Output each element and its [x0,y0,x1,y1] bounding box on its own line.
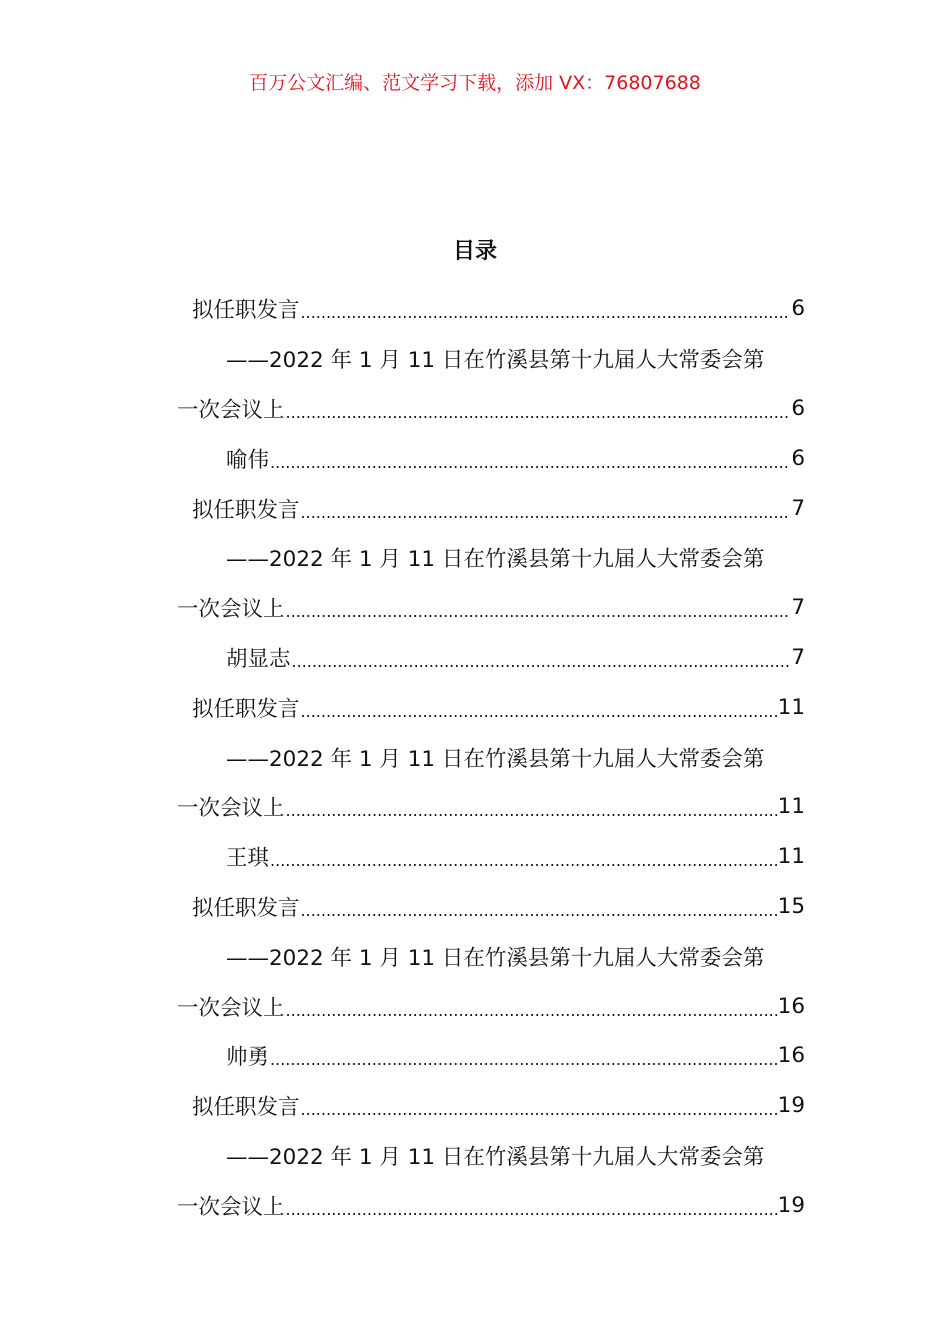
toc-entry-text: ——2022 年 1 月 11 日在竹溪县第十九届人大常委会第 [226,1144,765,1170]
toc-entry[interactable] [177,981,805,1031]
toc-entry-text: 喻伟 [226,447,270,473]
toc-page-number: 11 [777,794,805,820]
dot-leader [270,1046,777,1071]
dot-leader [270,847,777,872]
dot-leader [301,1096,777,1121]
toc-entry-text: ——2022 年 1 月 11 日在竹溪县第十九届人大常委会第 [226,348,765,374]
toc-page-number: 7 [791,595,805,621]
toc-entry[interactable] [177,433,805,483]
toc-page-number: 7 [791,495,805,521]
dot-leader [286,797,777,822]
toc-entry[interactable] [177,384,805,434]
toc-entry-text: ——2022 年 1 月 11 日在竹溪县第十九届人大常委会第 [226,746,765,772]
toc-entry[interactable] [177,633,805,683]
toc-page-number: 11 [777,694,805,720]
dot-leader [286,997,777,1022]
toc-entry[interactable] [177,583,805,633]
toc-page-number: 16 [777,993,805,1019]
dot-leader [286,399,791,424]
toc-entry-text: 一次会议上 [177,796,285,822]
toc-entry-text: 帅勇 [226,1045,270,1071]
toc-entry[interactable] [177,284,805,334]
dot-leader [286,598,791,623]
toc-page-number: 7 [791,644,805,670]
dot-leader [301,299,791,324]
toc-page-number: 6 [791,395,805,421]
toc-entry-text: 拟任职发言 [192,1095,300,1121]
dot-leader [286,1196,777,1221]
toc-entry[interactable] [177,732,805,782]
toc-entry[interactable] [177,483,805,533]
toc-entry[interactable] [177,1131,805,1181]
toc-page-number: 11 [777,844,805,870]
toc-entry-text: 一次会议上 [177,995,285,1021]
toc-entry-text: 拟任职发言 [192,497,300,523]
toc-page-number: 6 [791,445,805,471]
dot-leader [301,499,791,524]
dot-leader [301,698,777,723]
toc-page-number: 19 [777,1192,805,1218]
toc-entry-text: ——2022 年 1 月 11 日在竹溪县第十九届人大常委会第 [226,547,765,573]
toc-title: 目录 [452,239,497,264]
table-of-contents [177,284,805,1230]
toc-entry[interactable] [177,1081,805,1131]
toc-entry[interactable] [177,1031,805,1081]
toc-entry-text: 一次会议上 [177,597,285,623]
toc-entry-text: 一次会议上 [177,397,285,423]
toc-entry[interactable] [177,882,805,932]
toc-entry[interactable] [177,931,805,981]
toc-entry[interactable] [177,682,805,732]
toc-entry[interactable] [177,533,805,583]
toc-entry[interactable] [177,782,805,832]
toc-entry[interactable] [177,334,805,384]
toc-entry[interactable] [177,832,805,882]
dot-leader [270,449,790,474]
toc-page-number: 19 [777,1093,805,1119]
toc-entry-text: 王琪 [226,846,270,872]
toc-entry-text: 一次会议上 [177,1194,285,1220]
toc-entry-text: 拟任职发言 [192,696,300,722]
toc-entry[interactable] [177,1180,805,1230]
toc-entry-text: 拟任职发言 [192,895,300,921]
dot-leader [292,648,791,673]
toc-entry-text: ——2022 年 1 月 11 日在竹溪县第十九届人大常委会第 [226,945,765,971]
toc-page-number: 15 [777,893,805,919]
dot-leader [301,897,777,922]
toc-entry-text: 胡显志 [226,646,291,672]
toc-entry-text: 拟任职发言 [192,298,300,324]
toc-page-number: 6 [791,296,805,322]
toc-page-number: 16 [777,1043,805,1069]
watermark-header: 百万公文汇编、范文学习下载，添加 VX：76807688 [249,72,701,94]
